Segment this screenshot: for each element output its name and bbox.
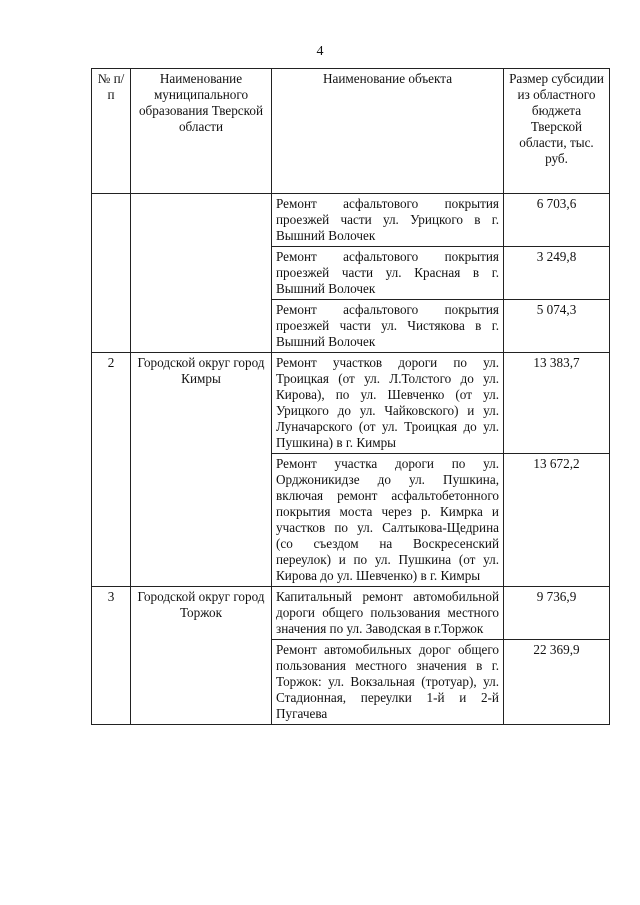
row-municipality-cell: Городской округ город Торжок bbox=[131, 587, 272, 725]
row-municipality-cell: Городской округ город Кимры bbox=[131, 353, 272, 587]
row-object-cell: Капитальный ремонт автомобильной дороги общего пользования местного значения по ул. Заводская в г.Торжок bbox=[272, 587, 504, 640]
table-row bbox=[92, 194, 610, 247]
row-object-cell: Ремонт асфальтового покрытия проезжей части ул. Чистякова в г. Вышний Волочек bbox=[272, 300, 504, 353]
header-subsidy: Размер субсидии из областного бюджета Тверской области, тыс. руб. bbox=[504, 69, 610, 194]
row-subsidy-cell: 6 703,6 bbox=[504, 194, 610, 247]
header-municipality: Наименование муниципального образования Тверской области bbox=[131, 69, 272, 194]
table-header-row bbox=[92, 69, 610, 194]
table-row bbox=[92, 587, 610, 640]
row-object-cell: Ремонт участков дороги по ул. Троицкая (от ул. Л.Толстого до ул. Кирова), по ул. Шевченко (от ул. Урицкого до ул. Чайковского) и ул. Луначарского (от ул. Троицкая до ул. Пушкина) в г. Кимры bbox=[272, 353, 504, 454]
row-num-cell: 3 bbox=[92, 587, 131, 725]
header-num: № п/п bbox=[92, 69, 131, 194]
row-subsidy-cell: 9 736,9 bbox=[504, 587, 610, 640]
row-object-cell: Ремонт автомобильных дорог общего пользования местного значения в г. Торжок: ул. Вокзальная (тротуар), ул. Стадионная, переулки 1-й и 2-й Пугачева bbox=[272, 640, 504, 725]
row-subsidy-cell: 13 383,7 bbox=[504, 353, 610, 454]
row-object-cell: Ремонт асфальтового покрытия проезжей части ул. Урицкого в г. Вышний Волочек bbox=[272, 194, 504, 247]
row-subsidy-cell: 3 249,8 bbox=[504, 247, 610, 300]
row-object-cell: Ремонт асфальтового покрытия проезжей части ул. Красная в г. Вышний Волочек bbox=[272, 247, 504, 300]
row-municipality-cell bbox=[131, 194, 272, 353]
row-num-cell bbox=[92, 194, 131, 353]
subsidy-table bbox=[91, 68, 610, 725]
row-num-cell: 2 bbox=[92, 353, 131, 587]
header-object: Наименование объекта bbox=[272, 69, 504, 194]
page-number: 4 bbox=[316, 44, 324, 59]
row-subsidy-cell: 5 074,3 bbox=[504, 300, 610, 353]
row-subsidy-cell: 22 369,9 bbox=[504, 640, 610, 725]
row-object-cell: Ремонт участка дороги по ул. Орджоникидзе до ул. Пушкина, включая ремонт асфальтобетонного покрытия моста через р. Кимрка и участков по ул. Салтыкова-Щедрина (со съездом на Воскресенский переулок) и по ул. Пушкина (от ул. Кирова до ул. Шевченко) в г. Кимры bbox=[272, 454, 504, 587]
table-row bbox=[92, 353, 610, 454]
row-subsidy-cell: 13 672,2 bbox=[504, 454, 610, 587]
